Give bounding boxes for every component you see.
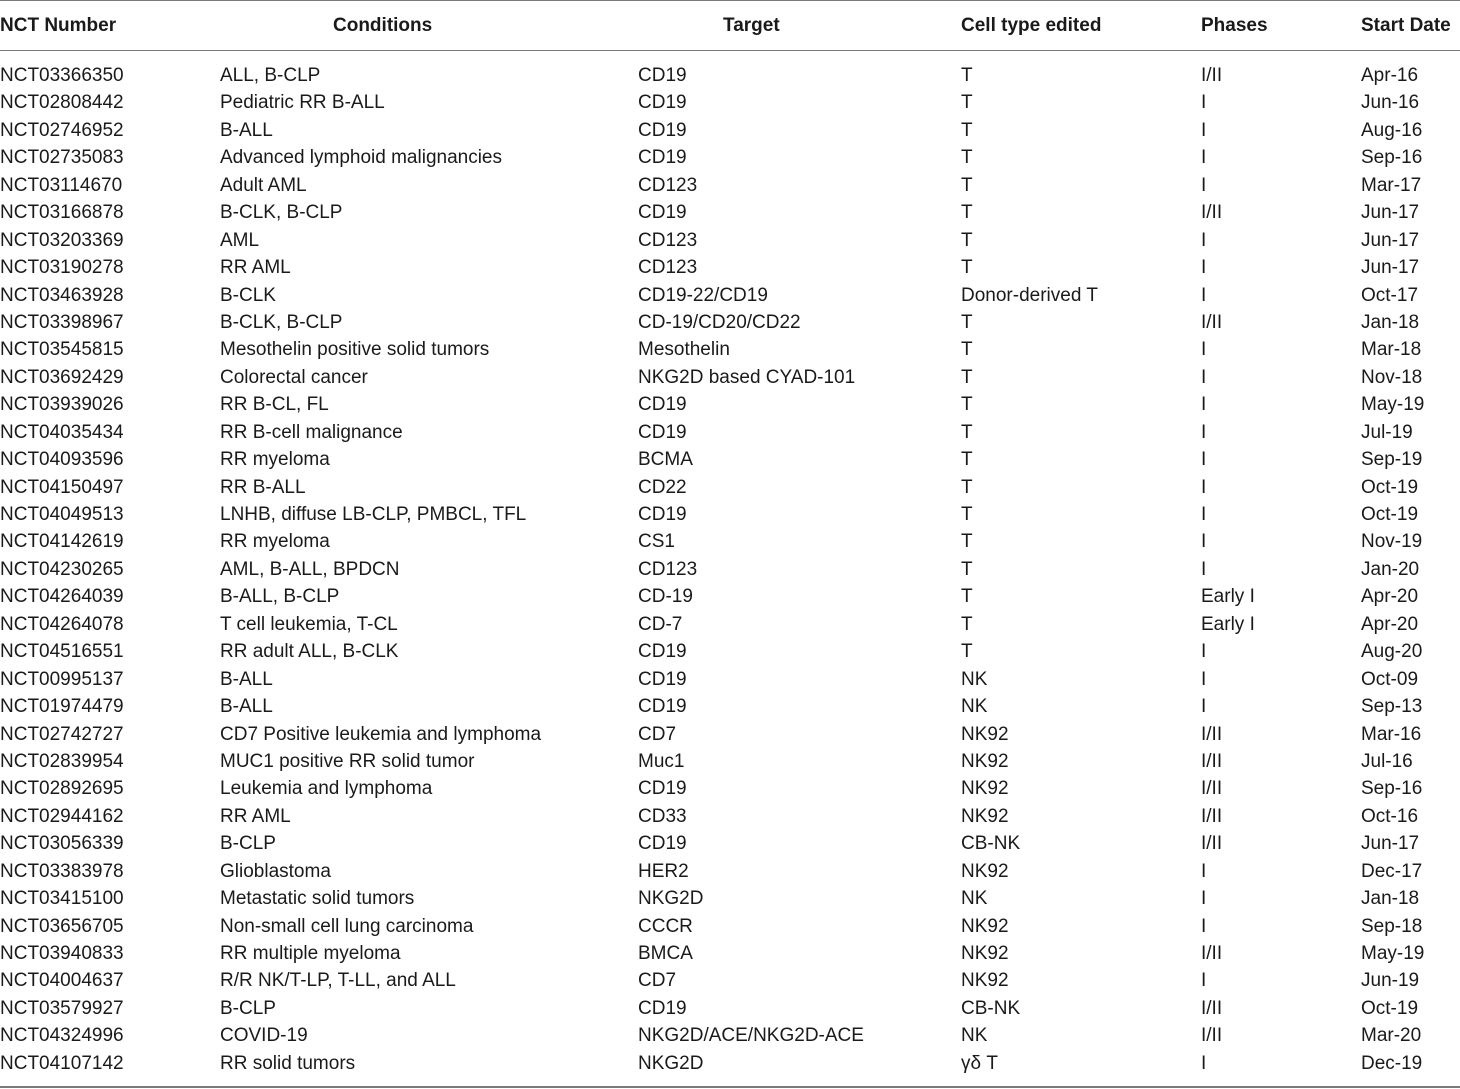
start-date-cell: Apr-20 [1361, 586, 1419, 608]
table-body [0, 62, 1460, 1077]
cell-type-cell: NK92 [961, 915, 1009, 937]
phase-cell: I [1201, 421, 1207, 443]
table-row [0, 227, 1460, 254]
conditions-cell: ALL, B-CLP [220, 65, 321, 86]
conditions-cell: B-ALL [220, 668, 273, 690]
cell-type-cell: NK92 [961, 723, 1009, 745]
target-cell: NKG2D/ACE/NKG2D-ACE [638, 1025, 864, 1047]
cell-type-cell: T [961, 421, 973, 443]
phase-cell: I [1201, 531, 1207, 553]
nct-number-cell: NCT04142619 [0, 531, 124, 553]
conditions-cell: Non-small cell lung carcinoma [220, 915, 474, 937]
nct-number-cell: NCT03940833 [0, 943, 124, 964]
cell-type-cell: T [961, 257, 973, 279]
start-date-cell: Dec-17 [1361, 860, 1423, 882]
cell-type-cell: γδ T [961, 1052, 998, 1074]
start-date-cell: Jun-17 [1361, 257, 1420, 279]
conditions-cell: R/R NK/T-LP, T-LL, and ALL [220, 970, 456, 992]
nct-number-cell: NCT04264039 [0, 586, 124, 608]
target-cell: BCMA [638, 449, 693, 471]
header-target: Target [723, 15, 780, 36]
start-date-cell: Aug-20 [1361, 641, 1423, 663]
table-row [0, 282, 1460, 309]
cell-type-cell: Donor-derived T [961, 284, 1098, 306]
start-date-cell: Apr-20 [1361, 613, 1419, 635]
table-row [0, 309, 1460, 336]
phase-cell: I [1201, 339, 1207, 361]
conditions-cell: RR multiple myeloma [220, 943, 401, 964]
conditions-cell: COVID-19 [220, 1025, 308, 1047]
phase-cell: I [1201, 696, 1207, 718]
phase-cell: I [1201, 147, 1207, 169]
phase-cell: I [1201, 476, 1207, 498]
start-date-cell: Mar-18 [1361, 339, 1422, 361]
conditions-cell: RR myeloma [220, 449, 330, 471]
nct-number-cell: NCT03415100 [0, 888, 124, 910]
nct-number-cell: NCT03190278 [0, 257, 124, 279]
conditions-cell: T cell leukemia, T-CL [220, 613, 398, 635]
phase-cell: I [1201, 366, 1207, 388]
nct-number-cell: NCT03056339 [0, 833, 124, 855]
nct-number-cell: NCT03545815 [0, 339, 124, 361]
table-row [0, 62, 1460, 89]
cell-type-cell: CB-NK [961, 833, 1021, 855]
nct-number-cell: NCT03579927 [0, 997, 124, 1019]
nct-number-cell: NCT03114670 [0, 174, 123, 196]
table-row [0, 336, 1460, 363]
phase-cell: I [1201, 257, 1207, 279]
conditions-cell: B-CLK [220, 284, 276, 306]
start-date-cell: Sep-16 [1361, 147, 1423, 169]
cell-type-cell: T [961, 449, 973, 471]
start-date-cell: Oct-17 [1361, 284, 1419, 306]
nct-number-cell: NCT02742727 [0, 723, 124, 745]
nct-number-cell: NCT02944162 [0, 805, 124, 827]
phase-cell: I/II [1201, 723, 1223, 745]
phase-cell: I [1201, 284, 1207, 306]
conditions-cell: Pediatric RR B-ALL [220, 92, 385, 114]
table-row [0, 666, 1460, 693]
conditions-cell: LNHB, diffuse LB-CLP, PMBCL, TFL [220, 504, 527, 525]
conditions-cell: B-CLP [220, 997, 276, 1019]
target-cell: CD7 [638, 723, 677, 745]
phase-cell: I/II [1201, 805, 1223, 827]
start-date-cell: Jul-19 [1361, 421, 1413, 443]
cell-type-cell: T [961, 229, 973, 251]
nct-number-cell: NCT04004637 [0, 970, 124, 992]
target-cell: CD7 [638, 970, 677, 992]
phase-cell: I [1201, 174, 1207, 196]
cell-type-cell: NK92 [961, 750, 1009, 772]
table-row [0, 693, 1460, 720]
nct-number-cell: NCT01974479 [0, 696, 124, 718]
table-row [0, 556, 1460, 583]
conditions-cell: B-ALL [220, 119, 273, 141]
cell-type-cell: NK92 [961, 778, 1009, 800]
cell-type-cell: T [961, 366, 973, 388]
conditions-cell: B-CLK, B-CLP [220, 202, 343, 224]
target-cell: CD19-22/CD19 [638, 284, 768, 306]
phase-cell: I/II [1201, 778, 1223, 800]
cell-type-cell: T [961, 202, 973, 224]
phase-cell: I/II [1201, 750, 1223, 772]
conditions-cell: CD7 Positive leukemia and lymphoma [220, 723, 542, 745]
header-rule [0, 50, 1460, 51]
target-cell: CD19 [638, 833, 687, 855]
nct-number-cell: NCT03383978 [0, 860, 124, 882]
table-row [0, 89, 1460, 116]
phase-cell: I/II [1201, 943, 1223, 964]
conditions-cell: RR myeloma [220, 531, 330, 553]
start-date-cell: Jan-18 [1361, 311, 1420, 333]
conditions-cell: AML [220, 229, 260, 251]
phase-cell: I [1201, 504, 1207, 525]
target-cell: CD22 [638, 476, 687, 498]
cell-type-cell: T [961, 65, 973, 86]
cell-type-cell: NK [961, 888, 988, 910]
start-date-cell: Jun-17 [1361, 833, 1420, 855]
target-cell: CD-7 [638, 613, 683, 635]
target-cell: HER2 [638, 860, 689, 882]
header-phases: Phases [1201, 15, 1268, 36]
start-date-cell: Jun-17 [1361, 229, 1420, 251]
start-date-cell: Oct-16 [1361, 805, 1419, 827]
table-row [0, 775, 1460, 802]
start-date-cell: Mar-16 [1361, 723, 1422, 745]
nct-number-cell: NCT02735083 [0, 147, 124, 169]
phase-cell: I/II [1201, 311, 1223, 333]
start-date-cell: Sep-18 [1361, 915, 1423, 937]
cell-type-cell: T [961, 394, 973, 416]
target-cell: CD19 [638, 92, 687, 114]
table-header [0, 0, 1460, 50]
phase-cell: I [1201, 641, 1207, 663]
table-row [0, 913, 1460, 940]
conditions-cell: Metastatic solid tumors [220, 888, 415, 910]
table-row [0, 721, 1460, 748]
start-date-cell: Aug-16 [1361, 119, 1423, 141]
target-cell: BMCA [638, 943, 693, 964]
table-row [0, 391, 1460, 418]
header-start-date: Start Date [1361, 15, 1451, 36]
nct-number-cell: NCT03398967 [0, 311, 124, 333]
target-cell: CD19 [638, 147, 687, 169]
start-date-cell: Oct-19 [1361, 476, 1419, 498]
phase-cell: I [1201, 668, 1207, 690]
start-date-cell: Jan-20 [1361, 558, 1420, 580]
table-row [0, 611, 1460, 638]
header-cell-type-edited: Cell type edited [961, 15, 1102, 36]
phase-cell: I [1201, 92, 1207, 114]
cell-type-cell: T [961, 311, 973, 333]
start-date-cell: Mar-20 [1361, 1025, 1422, 1047]
start-date-cell: Nov-18 [1361, 366, 1423, 388]
phase-cell: Early I [1201, 586, 1255, 608]
nct-number-cell: NCT03203369 [0, 229, 124, 251]
target-cell: CD19 [638, 504, 687, 525]
phase-cell: Early I [1201, 613, 1255, 635]
phase-cell: I [1201, 915, 1207, 937]
table-row [0, 830, 1460, 857]
start-date-cell: Sep-19 [1361, 449, 1423, 471]
cell-type-cell: NK92 [961, 860, 1009, 882]
cell-type-cell: T [961, 119, 973, 141]
conditions-cell: RR AML [220, 257, 291, 279]
nct-number-cell: NCT03656705 [0, 915, 124, 937]
cell-type-cell: CB-NK [961, 997, 1021, 1019]
cell-type-cell: T [961, 613, 973, 635]
cell-type-cell: T [961, 558, 973, 580]
phase-cell: I [1201, 888, 1207, 910]
table-row [0, 199, 1460, 226]
phase-cell: I [1201, 970, 1207, 992]
nct-number-cell: NCT04150497 [0, 476, 124, 498]
start-date-cell: May-19 [1361, 943, 1425, 964]
conditions-cell: RR B-CL, FL [220, 394, 329, 416]
nct-number-cell: NCT04035434 [0, 421, 124, 443]
conditions-cell: Advanced lymphoid malignancies [220, 147, 502, 169]
target-cell: CD-19 [638, 586, 693, 608]
target-cell: CD19 [638, 202, 687, 224]
phase-cell: I/II [1201, 997, 1223, 1019]
start-date-cell: Jul-16 [1361, 750, 1413, 772]
cell-type-cell: T [961, 174, 973, 196]
conditions-cell: RR solid tumors [220, 1052, 356, 1074]
nct-number-cell: NCT04093596 [0, 449, 124, 471]
cell-type-cell: T [961, 147, 973, 169]
table-row [0, 748, 1460, 775]
conditions-cell: AML, B-ALL, BPDCN [220, 558, 400, 580]
nct-number-cell: NCT03463928 [0, 284, 124, 306]
nct-number-cell: NCT04230265 [0, 558, 124, 580]
start-date-cell: Oct-19 [1361, 504, 1419, 525]
conditions-cell: RR B-cell malignance [220, 421, 403, 443]
phase-cell: I/II [1201, 65, 1223, 86]
cell-type-cell: T [961, 339, 973, 361]
start-date-cell: Jun-16 [1361, 92, 1420, 114]
cell-type-cell: NK [961, 668, 988, 690]
cell-type-cell: T [961, 531, 973, 553]
table-row [0, 528, 1460, 555]
cell-type-cell: NK [961, 696, 988, 718]
nct-number-cell: NCT04264078 [0, 613, 124, 635]
start-date-cell: Apr-16 [1361, 65, 1419, 86]
table-row [0, 446, 1460, 473]
conditions-cell: B-CLP [220, 833, 276, 855]
table-row [0, 254, 1460, 281]
cell-type-cell: T [961, 586, 973, 608]
table-row [0, 501, 1460, 528]
phase-cell: I/II [1201, 1025, 1223, 1047]
table-row [0, 419, 1460, 446]
header-conditions: Conditions [333, 15, 433, 36]
nct-number-cell: NCT03939026 [0, 394, 124, 416]
phase-cell: I [1201, 229, 1207, 251]
nct-number-cell: NCT04107142 [0, 1052, 124, 1074]
start-date-cell: Sep-13 [1361, 696, 1423, 718]
target-cell: CD123 [638, 257, 698, 279]
start-date-cell: Dec-19 [1361, 1052, 1423, 1074]
target-cell: CD19 [638, 421, 687, 443]
target-cell: CS1 [638, 531, 675, 553]
table-row [0, 967, 1460, 994]
target-cell: CD19 [638, 668, 687, 690]
start-date-cell: May-19 [1361, 394, 1425, 416]
target-cell: CD19 [638, 641, 687, 663]
target-cell: CD-19/CD20/CD22 [638, 311, 801, 333]
nct-number-cell: NCT03366350 [0, 65, 124, 86]
start-date-cell: Oct-09 [1361, 668, 1419, 690]
conditions-cell: Glioblastoma [220, 860, 331, 882]
nct-number-cell: NCT02839954 [0, 750, 124, 772]
table-row [0, 638, 1460, 665]
conditions-cell: Colorectal cancer [220, 366, 368, 388]
target-cell: CD19 [638, 394, 687, 416]
table-row [0, 117, 1460, 144]
nct-number-cell: NCT02808442 [0, 92, 124, 114]
conditions-cell: RR B-ALL [220, 476, 306, 498]
phase-cell: I/II [1201, 202, 1223, 224]
nct-number-cell: NCT04049513 [0, 504, 124, 525]
nct-number-cell: NCT02746952 [0, 119, 124, 141]
target-cell: NKG2D [638, 1052, 704, 1074]
table-row [0, 940, 1460, 967]
table-row [0, 803, 1460, 830]
target-cell: CCCR [638, 915, 693, 937]
start-date-cell: Nov-19 [1361, 531, 1423, 553]
nct-number-cell: NCT04516551 [0, 641, 124, 663]
table-row [0, 172, 1460, 199]
table-row [0, 858, 1460, 885]
phase-cell: I [1201, 1052, 1207, 1074]
conditions-cell: Mesothelin positive solid tumors [220, 339, 490, 361]
target-cell: CD33 [638, 805, 687, 827]
target-cell: CD19 [638, 696, 687, 718]
nct-number-cell: NCT00995137 [0, 668, 124, 690]
start-date-cell: Oct-19 [1361, 997, 1419, 1019]
table-row [0, 364, 1460, 391]
start-date-cell: Jun-19 [1361, 970, 1420, 992]
phase-cell: I [1201, 449, 1207, 471]
table-row [0, 885, 1460, 912]
cell-type-cell: T [961, 476, 973, 498]
table-row [0, 1050, 1460, 1077]
nct-number-cell: NCT04324996 [0, 1025, 124, 1047]
target-cell: NKG2D [638, 888, 704, 910]
cell-type-cell: T [961, 504, 973, 525]
target-cell: CD123 [638, 229, 698, 251]
start-date-cell: Jun-17 [1361, 202, 1420, 224]
target-cell: CD123 [638, 174, 698, 196]
cell-type-cell: NK92 [961, 970, 1009, 992]
start-date-cell: Mar-17 [1361, 174, 1422, 196]
target-cell: CD19 [638, 778, 687, 800]
conditions-cell: RR adult ALL, B-CLK [220, 641, 399, 663]
cell-type-cell: NK92 [961, 805, 1009, 827]
conditions-cell: MUC1 positive RR solid tumor [220, 750, 475, 772]
cell-type-cell: T [961, 92, 973, 114]
conditions-cell: Leukemia and lymphoma [220, 778, 433, 800]
header-nct-number: NCT Number [0, 15, 117, 36]
conditions-cell: Adult AML [220, 174, 307, 196]
phase-cell: I/II [1201, 833, 1223, 855]
table-row [0, 474, 1460, 501]
phase-cell: I [1201, 558, 1207, 580]
phase-cell: I [1201, 394, 1207, 416]
nct-number-cell: NCT03692429 [0, 366, 124, 388]
target-cell: NKG2D based CYAD-101 [638, 366, 856, 388]
table-row [0, 583, 1460, 610]
cell-type-cell: NK [961, 1025, 988, 1047]
conditions-cell: B-CLK, B-CLP [220, 311, 343, 333]
target-cell: Muc1 [638, 750, 685, 772]
phase-cell: I [1201, 119, 1207, 141]
conditions-cell: RR AML [220, 805, 291, 827]
table-row [0, 144, 1460, 171]
phase-cell: I [1201, 860, 1207, 882]
target-cell: CD19 [638, 119, 687, 141]
nct-number-cell: NCT02892695 [0, 778, 124, 800]
start-date-cell: Jan-18 [1361, 888, 1420, 910]
cell-type-cell: NK92 [961, 943, 1009, 964]
target-cell: CD19 [638, 65, 687, 86]
start-date-cell: Sep-16 [1361, 778, 1423, 800]
conditions-cell: B-ALL [220, 696, 273, 718]
table-row [0, 995, 1460, 1022]
cell-type-cell: T [961, 641, 973, 663]
target-cell: CD123 [638, 558, 698, 580]
target-cell: Mesothelin [638, 339, 730, 361]
bottom-rule [0, 1086, 1460, 1088]
nct-number-cell: NCT03166878 [0, 202, 124, 224]
conditions-cell: B-ALL, B-CLP [220, 586, 340, 608]
table-row [0, 1022, 1460, 1049]
target-cell: CD19 [638, 997, 687, 1019]
